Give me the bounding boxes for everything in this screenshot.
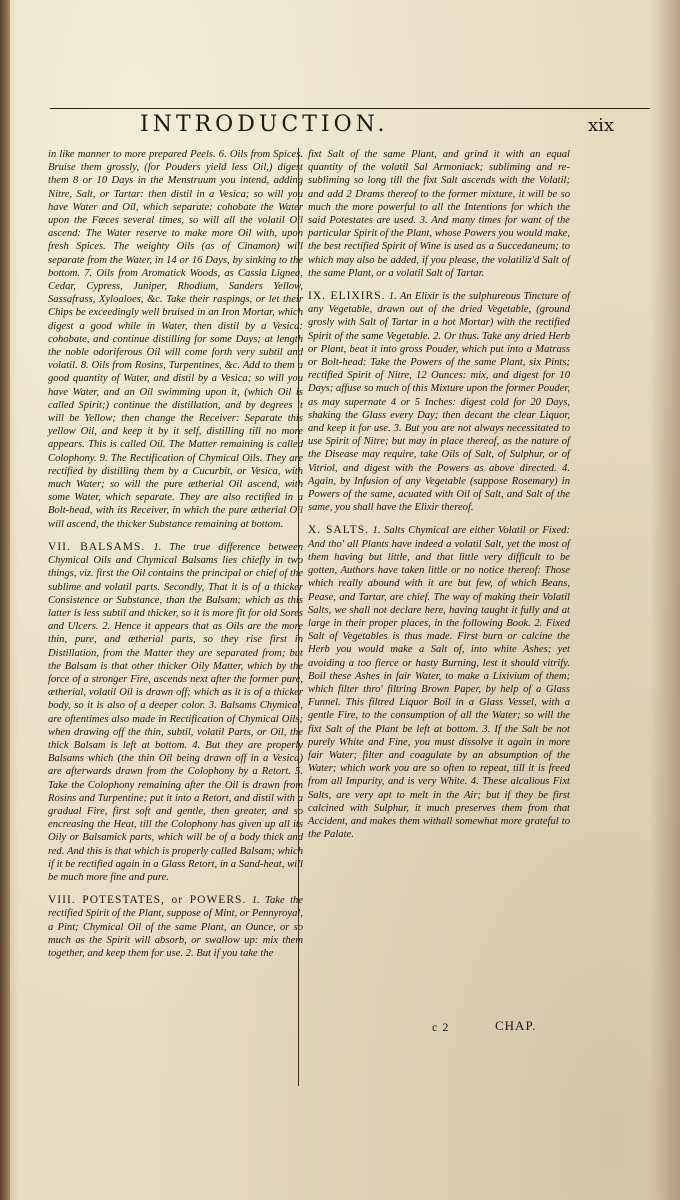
right-column [308,148,570,851]
salts-text: 1. Salts Chymical are either Volatil or Fixed: And tho' all Plants have indeed a volatil Salt, yet the most of them having but little, and that little very difficult to be gotten, Authors have taken little or no notice thereof: Those which really abound with it are but few, of which Beans, Pease, and Tartar, are chief. The way of making their Volatil Salts, we shall not declare here, having taught it fully and at large in their proper places, in the following Book. 2. Fixed Salt of Vegetables is thus made. First burn or calcine the Herb you would make a Salt of, into white Ashes; yet avoiding a too fierce or hasty Burning, lest it should vitrify. Boil these Ashes in fair Water, to make a Lixivium of them; which filter thro' filtring Brown Paper, by help of a Glass Funnel. This filtred Liquor Boil in a Glass Vessel, with a gentle Fire, to the consumption of all the Water; so will the fixt Salt of the Plant be left at bottom. 3. If the Salt be not purely White and Fine, you must dissolve it again in more fair Water; filter and coagulate by an absumption of the Water; which work you are so often to repeat, till it is freed from all Impurity, and is very White. 4. These alcalious Fixt Salts, are very apt to melt in the Air; but if they be first calcined with Sulphur, it much preserves them from that Accident, and makes them withall somewhat more grateful to the Palate. [308,525,570,841]
catchword: CHAP. [495,1018,537,1033]
running-head: INTRODUCTION. [140,112,389,137]
potestates-section [48,894,303,960]
header-rule [50,108,650,109]
balsams-section [48,541,303,884]
column-divider [298,148,299,1086]
potestates-continued-paragraph: fixt Salt of the same Plant, and grind it with an equal quantity of the volatil Sal Armoniack; subliming and re-subliming so long till the fixt Salt ascends with the Volatil; and add 2 Drams thereof to the former mixture, it will be so much the more powerful to all the Intentions for which the said Potestates are used. 3. And many times for want of the particular Spirit of the Plant, whose Powers you would make, the best rectified Spirit of Wine is used as a Succedaneum; to which may also be added, if you please, the volatiliz'd Salt of the same Plant, or a volatil Salt of Tartar. [308,149,570,279]
potestates-heading: VIII. POTESTATES, or POWERS. [48,894,247,907]
elixirs-heading: IX. ELIXIRS. [308,290,386,303]
balsams-text: 1. The true difference between Chymical Oils and Chymical Balsams lies chiefly in two things, viz. first the Oil contains the principal or chief of the sublime and volatil parts. Secondly, That it is of a thicker Consistence or Substance, than the Balsam; which as this latter is less subtil and thicker, so it is more fit for old Sores and Ulcers. 2. Hence it appears that as Oils are the more thin, pure, and ætherial parts, so they rise first in Distillation, from the Matter they are separated from; but the Balsam is that other thicker Oily Matter, which by the force of a stronger Fire, ascends next after the former pure, ætherial, volatil Oil is drawn off; which as it is of a thicker body, so it is also of a deeper color. 3. Balsams Chymical, are oftentimes also made in Rectification of Chymical Oils; when drawing off the thin, subtil, volatil Parts, or Oil, the thick Balsam is left at bottom. 4. But they are properly Balsams which (the thin Oil being drawn off in a Vesica) are afterwards drawn from the Colophony by a Retort. 5. Take the Colophony remaining after the Oil is drawn from Rosins and Turpentine; put it into a Retort, and distil with a gradual Fire, first soft and gentle, then greater, and so encreasing the Heat, till the Colophony has given up all its Oily or Balsamick parts, which will be of a body thick and red. And this is that which is properly called Balsam; which if it be rectified again in a Glass Retort, in a Sand-heat, will be much more fine and pure. [48,541,303,883]
book-spine-shadow [0,0,10,1200]
oils-continued-paragraph: in like manner to more prepared Peels. 6. Oils from Spices. Bruise them grossly, (for Pouders yield less Oil,) digest them 8 or 10 Days in the Menstruum you intend, adding Nitre, Salt, or Tartar: then distil in a Vesica; so will you have Water and Oil, which separate: cohobate the Water upon the Fæces several times, so will all the volatil Oil ascend: The Water reserve to make more Oil with, upon fresh Spices. The weighty Oils (as of Cinamon) will separate from the Water, in 14 or 16 Days, by sinking to the bottom. 7. Oils from Aromatick Woods, as Cassia Lignea, Cedar, Cypress, Juniper, Rhodium, Sanders Yellow, Sassafrass, Xyloaloes, &c. Take their raspings, or let their Chips be exceedingly well bruised in an Iron Mortar, which digest a good while in Water, then distil by a Vesica: cohobate, and continue distilling for some Days; at length the noble odoriferous Oil will come forth very subtil and volatil. 8. Oils from Rosins, Turpentines, &c. Add to them a good quantity of Water, and distil by a Vesica; so will you have Water, and an Oil swimming upon it, (which Oil is called Spirit;) continue the distillation, and by degrees it will be Yellow; then change the Receiver: Separate this yellow Oil, and keep it by it self, distilling till no more appears. This is called Oil. The Matter remaining is called Colophony. 9. The Rectification of Chymical Oils. They are rectified by distilling them by a Cucurbit, or Vesica, with much Water; so will the pure ætherial Oil ascend, with some Water, which separate. They are also rectified in a Bolt-head, with its Receiver, in which the pure ætherial Oil will ascend, the thicker Substance remaining at bottom. [48,149,303,530]
balsams-heading: VII. BALSAMS. [48,540,146,553]
salts-heading: X. SALTS. [308,524,369,537]
signature-mark: c 2 [432,1020,450,1034]
elixirs-text: 1. An Elixir is the sulphureous Tincture of any Vegetable, drawn out of the dried Vegetable, (ground grosly with Salt of Tartar in a hot Mortar) with the rectified Spirit of the same Vegetable. 2. Or thus. Take any dried Herb or Plant, beat it into gross Pouder, which put into a Matrass or Bolt-head: Take the Powers of the same Plant, six Pints; rectified Spirit of Nitre, 12 Ounces: mix, and digest for 10 Days; affuse so much of this Mixture upon the former Pouder, as may supernate 4 or 5 Inches: digest cold for 20 Days, shaking the Glass every Day; then decant the clear Liquor, and keep it for use. 3. But you are not always necessitated to use Spirit of Nitre; but may in place thereof, as the nature of the Disease may require, take Oils of Salt, of Sulphur, or of Vitriol, and digest with the Powers as above directed. 4. Again, by Infusion of any Vegetable (suppose Rosemary) in Powers of the same, acuated with Oil of Salt, and Salt of the same, you shall have the Elixir thereof. [308,291,571,514]
salts-section [308,524,570,841]
elixirs-section [308,290,570,514]
left-column [48,148,303,970]
page-number: xix [588,115,615,136]
potestates-text: 1. Take the rectified Spirit of the Plant, suppose of Mint, or Pennyroyal, a Pint; Chymical Oil of the same Plant, an Ounce, or so much as the Spirit will absorb, or swallow up: mix them together, and keep them for use. 2. But if you take the [48,895,304,959]
